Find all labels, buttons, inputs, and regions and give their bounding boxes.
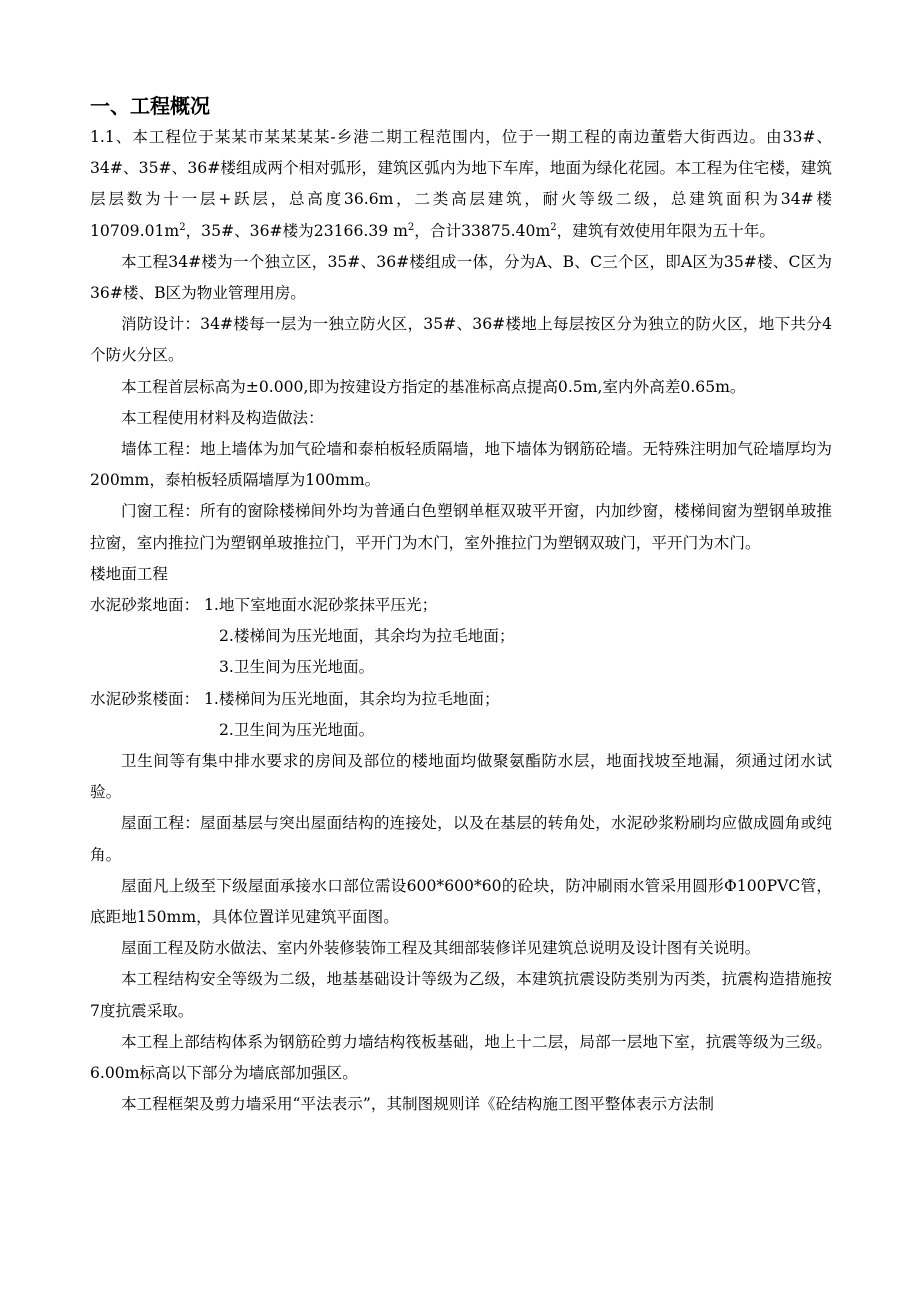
paragraph-doors-windows: 门窗工程：所有的窗除楼梯间外均为普通白色塑钢单框双玻平开窗，内加纱窗，楼梯间窗为塑钢单玻推拉窗，室内推拉门为塑钢单玻推拉门，平开门为木门，室外推拉门为塑钢双玻门，平开门为木门。 xyxy=(90,502,832,552)
superscript-2: 2 xyxy=(550,221,557,233)
paragraph-structure: 本工程上部结构体系为钢筋砼剪力墙结构筏板基础，地上十二层，局部一层地下室，抗震等级为三级。6.00m标高以下部分为墙底部加强区。 xyxy=(90,1032,832,1083)
section-heading: 一、工程概况 xyxy=(90,94,210,118)
ground-label: 水泥砂浆地面： xyxy=(90,596,200,615)
paragraph-1-1 xyxy=(90,122,832,247)
paragraph-fire-design: 消防设计：34#楼每一层为一独立防火区，35#、36#楼地上每层按区分为独立的防火区，地下共分4个防火分区。 xyxy=(90,315,832,365)
paragraph-decoration: 屋面工程及防水做法、室内外装修装饰工程及其细部装修详见建筑总说明及设计图有关说明。 xyxy=(121,939,761,958)
floor-item: 1.楼梯间为压光地面，其余均为拉毛地面； xyxy=(204,689,500,708)
floor-section-title: 楼地面工程 xyxy=(90,564,168,583)
superscript-2: 2 xyxy=(179,221,186,233)
document-body xyxy=(90,122,832,1121)
floor-label: 水泥砂浆楼面： xyxy=(90,689,200,708)
paragraph-zones: 本工程34#楼为一个独立区，35#、36#楼组成一体，分为A、B、C三个区，即A区为35#楼、C区为36#楼、B区为物业管理用房。 xyxy=(90,252,832,303)
paragraph-1-1-mid1: ，35#、36#楼为23166.39 m xyxy=(185,221,408,240)
ground-item: 2.楼梯间为压光地面，其余均为拉毛地面； xyxy=(219,627,515,646)
floor-item-row xyxy=(90,684,832,715)
paragraph-drawing-rules: 本工程框架及剪力墙采用“平法表示”，其制图规则详《砼结构施工图平整体表示方法制 xyxy=(121,1095,714,1114)
paragraph-1-1-text: 1.1、本工程位于某某市某某某某-乡港二期工程范围内，位于一期工程的南边董砦大街西边。由33#、34#、35#、36#楼组成两个相对弧形，建筑区弧内为地下车库，地面为绿化花园。本工程为住宅楼，建筑层层数为十一层+跃层，总高度36.6m，二类高层建筑，耐火等级二级，总建筑面积为34#楼10709.01m xyxy=(90,128,832,240)
ground-item-row xyxy=(90,590,832,621)
paragraph-waterproofing: 卫生间等有集中排水要求的房间及部位的楼地面均做聚氨酯防水层，地面找坡至地漏，须通过闭水试验。 xyxy=(90,752,832,802)
paragraph-roof-drainage: 屋面凡上级至下级屋面承接水口部位需设600*600*60的砼块，防冲刷雨水管采用圆形Φ100PVC管，底距地150mm，具体位置详见建筑平面图。 xyxy=(90,876,832,927)
ground-item: 3.卫生间为压光地面。 xyxy=(219,658,375,677)
paragraph-safety-level: 本工程结构安全等级为二级，地基基础设计等级为乙级，本建筑抗震设防类别为丙类，抗震构造措施按7度抗震采取。 xyxy=(90,970,832,1020)
paragraph-1-1-mid2: ，合计33875.40m xyxy=(414,221,551,240)
paragraph-roof: 屋面工程：屋面基层与突出屋面结构的连接处，以及在基层的转角处，水泥砂浆粉刷均应做成圆角或纯角。 xyxy=(90,814,832,864)
paragraph-walls: 墙体工程：地上墙体为加气砼墙和泰柏板轻质隔墙，地下墙体为钢筋砼墙。无特殊注明加气砼墙厚均为200mm，泰柏板轻质隔墙厚为100mm。 xyxy=(90,440,832,490)
ground-item: 1.地下室地面水泥砂浆抹平压光； xyxy=(204,596,438,615)
paragraph-elevation: 本工程首层标高为±0.000,即为按建设方指定的基准标高点提高0.5m,室内外高差0.65m。 xyxy=(121,377,746,396)
paragraph-1-1-end: ，建筑有效使用年限为五十年。 xyxy=(556,221,775,240)
paragraph-materials: 本工程使用材料及构造做法： xyxy=(121,408,324,427)
floor-item: 2.卫生间为压光地面。 xyxy=(219,720,375,739)
superscript-2: 2 xyxy=(407,221,415,233)
